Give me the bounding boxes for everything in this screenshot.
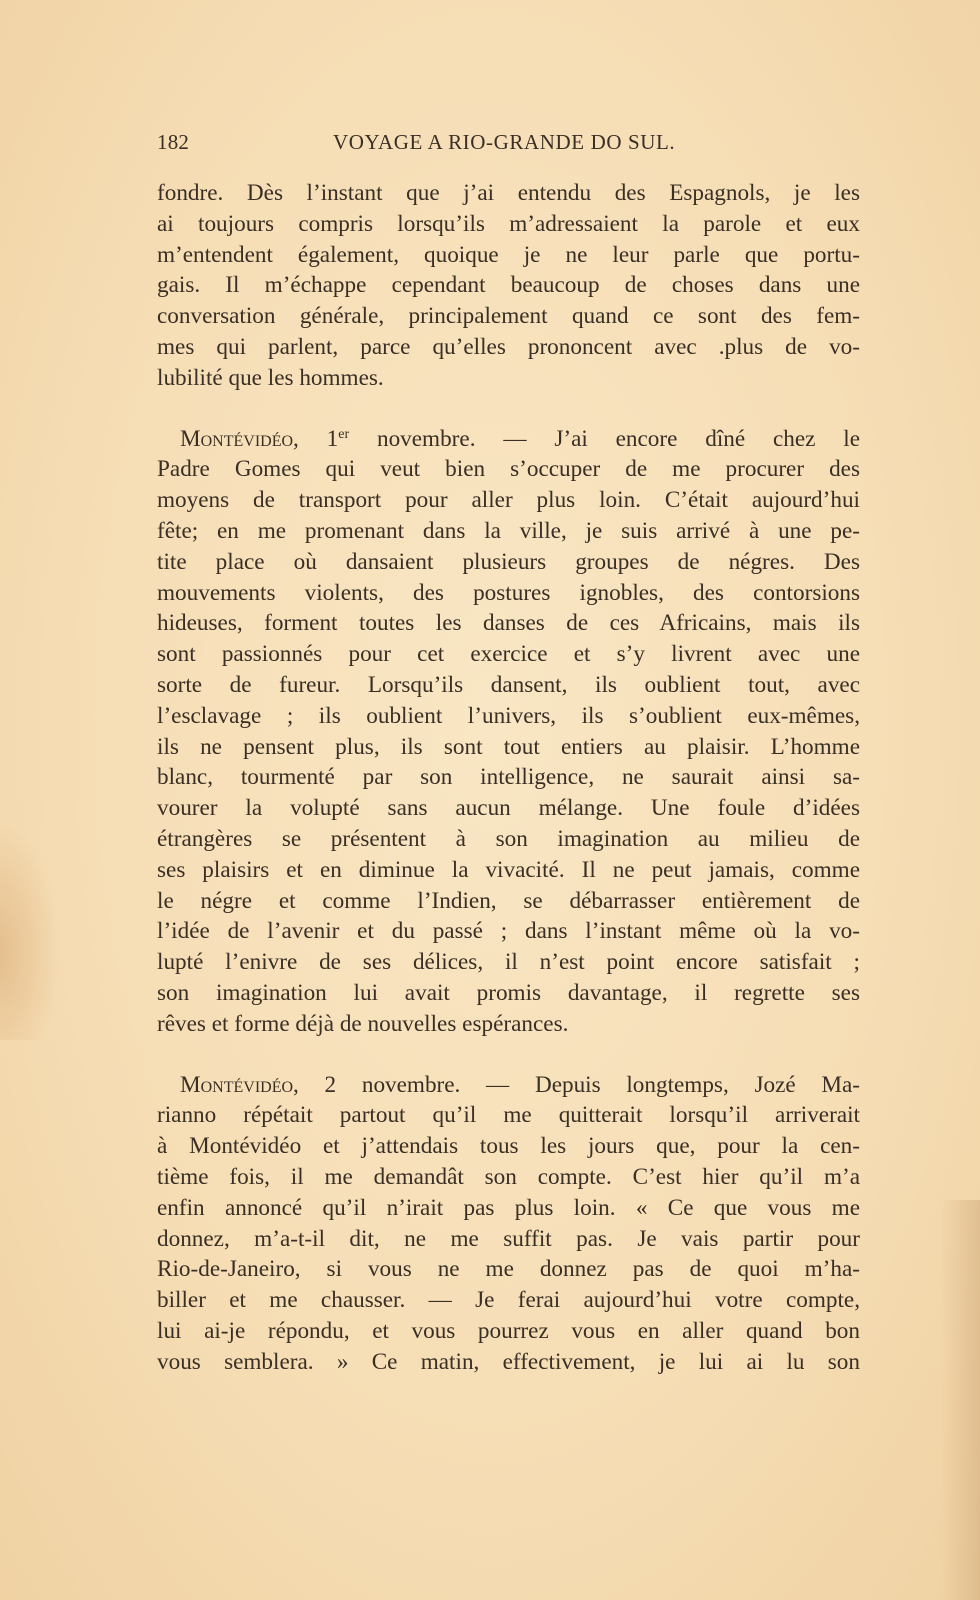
text-line: vourer la volupté sans aucun mélange. Une foule d’idées — [157, 795, 860, 822]
text-line: rianno répétait partout qu’il me quitterait lorsqu’il arriverait — [157, 1102, 860, 1129]
text-line: gais. Il m’échappe cependant beaucoup de choses dans une — [157, 272, 860, 299]
text-line: l’esclavage ; ils oublient l’univers, ils s’oublient eux-mêmes, — [157, 702, 860, 729]
text-line: le négre et comme l’Indien, se débarrasser entièrement de — [157, 887, 860, 914]
paragraph-gap — [157, 394, 860, 424]
running-title: VOYAGE A RIO-GRANDE DO SUL. — [333, 130, 676, 154]
entry-heading-line — [157, 424, 860, 455]
text-line: biller et me chausser. — Je ferai aujourd’hui votre compte, — [157, 1287, 860, 1314]
text-line: rêves et forme déjà de nouvelles espérances. — [157, 1010, 569, 1037]
text-line: son imagination lui avait promis davantage, il regrette ses — [157, 979, 860, 1006]
diary-entry-2-november — [157, 1070, 860, 1378]
entry-text: novembre. — J’ai encore dîné chez le — [349, 425, 861, 452]
text-line: à Montévidéo et j’attendais tous les jours que, pour la cen- — [157, 1133, 860, 1160]
paper-stain — [0, 820, 60, 1040]
text-line: sorte de fureur. Lorsqu’ils dansent, ils oublient tout, avec — [157, 671, 860, 698]
entry-place: Montévidéo — [180, 1071, 294, 1098]
entry-text: , 2 novembre. — Depuis longtemps, Jozé Ma- — [293, 1071, 860, 1098]
text-line: l’idée de l’avenir et du passé ; dans l’instant même où la vo- — [157, 918, 860, 945]
text-line: ils ne pensent plus, ils sont tout entiers au plaisir. L’homme — [157, 733, 860, 760]
text-line: blanc, tourmenté par son intelligence, ne saurait ainsi sa- — [157, 764, 860, 791]
text-line: donnez, m’a-t-il dit, ne me suffit pas. Je vais partir pour — [157, 1225, 860, 1252]
page-number: 182 — [157, 130, 190, 154]
text-line: étrangères se présentent à son imagination au milieu de — [157, 825, 860, 852]
text-line: Padre Gomes qui veut bien s’occuper de me procurer des — [157, 456, 860, 483]
text-line: enfin annoncé qu’il n’irait pas plus loin. « Ce que vous me — [157, 1194, 860, 1221]
text-line: Rio-de-Janeiro, si vous ne me donnez pas de quoi m’ha- — [157, 1256, 860, 1283]
text-line: tite place où dansaient plusieurs groupes de négres. Des — [157, 548, 860, 575]
text-line: lubilité que les hommes. — [157, 364, 384, 391]
text-line: sont passionnés pour cet exercice et s’y livrent avec une — [157, 641, 860, 668]
text-line: lupté l’enivre de ses délices, il n’est point encore satisfait ; — [157, 949, 860, 976]
text-line: fondre. Dès l’instant que j’ai entendu des Espagnols, je les — [157, 180, 860, 206]
diary-entry-1-november — [157, 424, 860, 1040]
text-line: fête; en me promenant dans la ville, je suis arrivé à une pe- — [157, 517, 860, 544]
text-line: lui ai-je répondu, et vous pourrez vous en aller quand bon — [157, 1317, 860, 1344]
entry-day-suffix: er — [338, 426, 350, 442]
text-line: hideuses, forment toutes les danses de ces Africains, mais ils — [157, 610, 860, 637]
entry-day: 1 — [326, 425, 339, 452]
text-line: m’entendent également, quoique je ne leur parle que portu- — [157, 241, 860, 268]
paragraph-continuation — [157, 178, 860, 394]
paragraph-gap — [157, 1040, 860, 1070]
text-line: ai toujours compris lorsqu’ils m’adressaient la parole et eux — [157, 210, 860, 237]
body-text — [157, 178, 860, 1377]
text-line: mes qui parlent, parce qu’elles prononcent avec .plus de vo- — [157, 333, 860, 360]
paper-edge-shadow — [940, 1200, 980, 1600]
text-line: ses plaisirs et en diminue la vivacité. Il ne peut jamais, comme — [157, 856, 860, 883]
entry-place: Montévidéo — [180, 425, 294, 452]
entry-comma: , — [293, 425, 327, 452]
text-line: conversation générale, principalement quand ce sont des fem- — [157, 303, 860, 330]
running-head — [157, 130, 860, 160]
text-line: mouvements violents, des postures ignobles, des contorsions — [157, 579, 860, 606]
text-line: tième fois, il me demandât son compte. C’est hier qu’il m’a — [157, 1163, 860, 1190]
entry-heading-line — [157, 1070, 860, 1101]
text-line: vous semblera. » Ce matin, effectivement, je lui ai lu son — [157, 1348, 860, 1375]
text-line: moyens de transport pour aller plus loin. C’était aujourd’hui — [157, 487, 860, 514]
